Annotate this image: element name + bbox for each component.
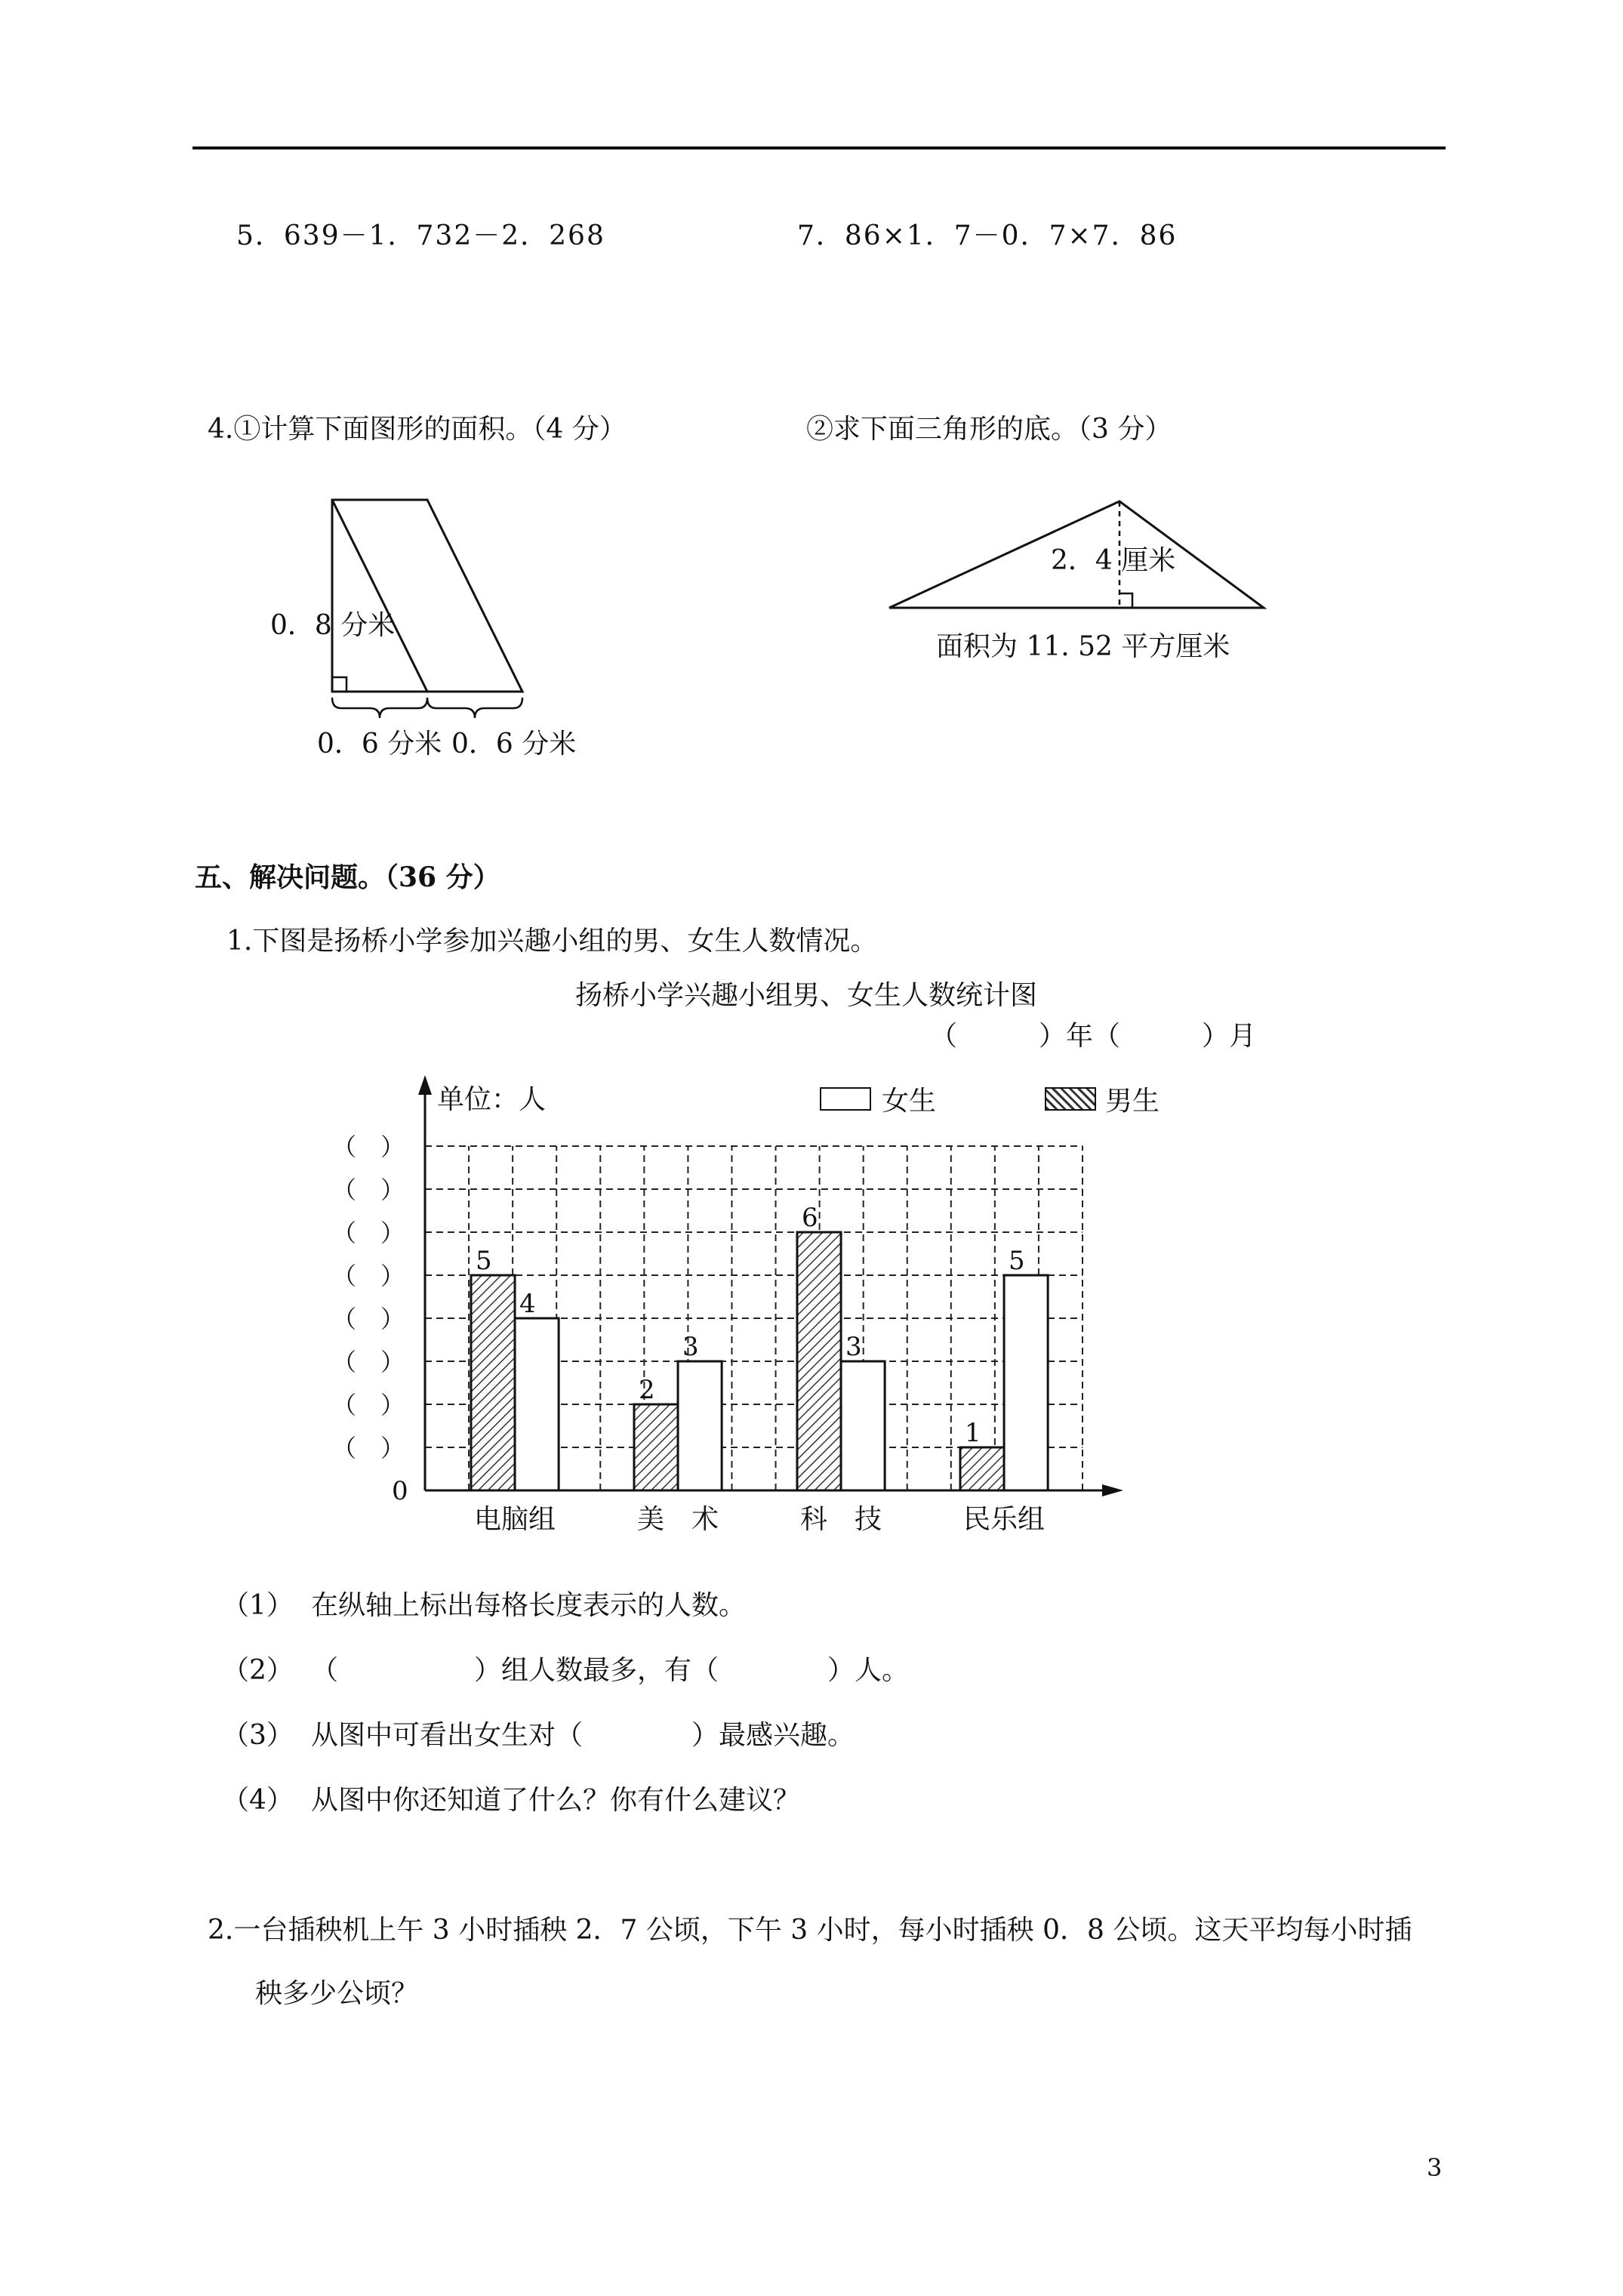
- y-axis-arrow: [418, 1075, 432, 1095]
- sub-question-3-text: 从图中可看出女生对（ ）最感兴趣。: [311, 1720, 855, 1751]
- unit-label: 单位：人: [437, 1084, 547, 1115]
- data-label-girls: 3: [682, 1332, 699, 1362]
- expression-2: 7．86×1．7－0．7×7．86: [797, 220, 1178, 251]
- origin-label: 0: [392, 1476, 408, 1506]
- bar-boys: [471, 1275, 515, 1490]
- category-label: 美 术: [637, 1504, 719, 1535]
- chart-date-line: （ ）年（ ）月: [930, 1021, 1257, 1052]
- bar-girls: [1004, 1275, 1048, 1490]
- y-tick-blank-label: （ ）: [332, 1219, 405, 1247]
- legend-swatch-boys: [1045, 1087, 1096, 1111]
- page-number: 3: [1427, 2153, 1443, 2182]
- y-tick-blank-label: （ ）: [332, 1391, 405, 1419]
- data-label-girls: 5: [1009, 1246, 1025, 1276]
- category-label: 科 技: [800, 1504, 882, 1535]
- chart-title: 扬桥小学兴趣小组男、女生人数统计图: [575, 980, 1038, 1011]
- data-label-boys: 5: [475, 1246, 492, 1276]
- y-tick-blank-label: （ ）: [332, 1305, 405, 1333]
- q4b-label: ②求下面三角形的底。（3 分）: [806, 414, 1172, 445]
- data-label-girls: 4: [519, 1289, 536, 1319]
- parallelogram-base-left-label: 0．6 分米: [317, 729, 442, 760]
- question-1-text: 1.下图是扬桥小学参加兴趣小组的男、女生人数情况。: [226, 926, 878, 957]
- bar-girls: [841, 1361, 885, 1490]
- category-label: 电脑组: [474, 1504, 556, 1535]
- bar-girls: [515, 1318, 559, 1490]
- x-axis-arrow: [1102, 1484, 1123, 1496]
- sub-question-2-text: （ ）组人数最多，有（ ）人。: [311, 1655, 910, 1686]
- parallelogram-height-label: 0．8 分米: [270, 610, 396, 641]
- bar-boys: [634, 1404, 678, 1490]
- sub-question-3-number: （3）: [222, 1720, 294, 1751]
- y-tick-blank-label: （ ）: [332, 1262, 405, 1290]
- y-tick-blank-label: （ ）: [332, 1348, 405, 1376]
- question-2-line-2: 秧多少公顷？: [255, 1978, 419, 2009]
- legend-label-girls: 女生: [882, 1086, 937, 1117]
- category-label: 民乐组: [963, 1504, 1046, 1535]
- question-2-line-1: 2.一台插秧机上午 3 小时插秧 2．7 公顷，下午 3 小时，每小时插秧 0．8 公顷。这天平均每小时插: [208, 1915, 1412, 1946]
- data-label-girls: 3: [845, 1332, 862, 1362]
- section-five-title: 五、解决问题。（36 分）: [195, 861, 500, 893]
- y-tick-blank-label: （ ）: [332, 1434, 405, 1462]
- bar-boys: [960, 1447, 1004, 1490]
- sub-question-2-number: （2）: [222, 1655, 294, 1686]
- bar-girls: [678, 1361, 722, 1490]
- sub-question-4-number: （4）: [222, 1785, 294, 1816]
- bar-boys: [797, 1232, 841, 1490]
- header-rule: [192, 146, 1446, 149]
- y-tick-blank-label: （ ）: [332, 1133, 405, 1161]
- sub-question-1-number: （1）: [222, 1590, 294, 1621]
- y-tick-blank-label: （ ）: [332, 1176, 405, 1204]
- legend-label-boys: 男生: [1105, 1086, 1160, 1117]
- data-label-boys: 1: [964, 1418, 981, 1448]
- triangle-height-label: 2．4 厘米: [1051, 545, 1176, 576]
- q4-label: 4.①计算下面图形的面积。（4 分）: [208, 414, 627, 445]
- expression-1: 5．639－1．732－2．268: [236, 220, 605, 251]
- bar-chart: [317, 1065, 1147, 1548]
- parallelogram-base-right-label: 0．6 分米: [451, 729, 577, 760]
- triangle-area-label: 面积为 11. 52 平方厘米: [936, 631, 1230, 662]
- data-label-boys: 2: [638, 1375, 655, 1405]
- sub-question-4-text: 从图中你还知道了什么？你有什么建议？: [311, 1785, 801, 1816]
- legend-swatch-girls: [820, 1087, 871, 1111]
- sub-question-1-text: 在纵轴上标出每格长度表示的人数。: [311, 1590, 747, 1621]
- data-label-boys: 6: [801, 1203, 818, 1233]
